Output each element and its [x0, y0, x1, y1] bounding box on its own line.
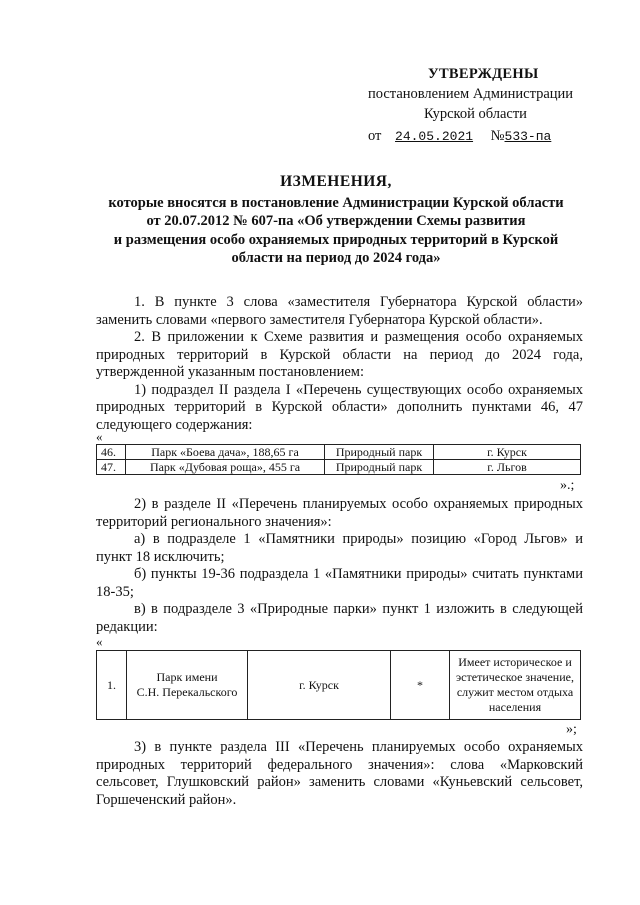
document-heading	[96, 173, 576, 268]
stamp-date-line	[368, 126, 598, 147]
item-2-1: 1) подраздел II раздела I «Перечень существующих особо охраняемых природных территорий в Курской области» дополнить пунктами 46, 47 следующего содержания:	[96, 381, 583, 433]
date-prefix: от	[368, 128, 382, 144]
approval-date: 24.05.2021	[395, 129, 474, 144]
row-number: 47.	[97, 460, 126, 475]
area-city: г. Курск	[434, 445, 581, 460]
existing-areas-table	[96, 444, 581, 475]
close-quote-1: ».;	[560, 478, 575, 493]
item-2-2-a: а) в подразделе 1 «Памятники природы» позицию «Город Льгов» и пункт 18 исключить;	[96, 531, 583, 565]
item-2-2: 2) в разделе II «Перечень планируемых особо охраняемых природных территорий регионального значения»:	[96, 496, 583, 530]
park-name-line-1: Парк имени	[156, 670, 218, 684]
area-type: Природный парк	[325, 445, 434, 460]
table-row	[97, 445, 581, 460]
item-2-2-b: б) пункты 19-36 подраздела 1 «Памятники природы» считать пунктами 18-35;	[96, 566, 583, 600]
heading-line-1: которые вносятся в постановление Администрации Курской области	[108, 194, 564, 211]
number-prefix: №	[490, 128, 505, 144]
area-name: Парк «Боева дача», 188,65 га	[126, 445, 325, 460]
natural-parks-table	[96, 650, 581, 720]
body-part-2	[96, 496, 583, 636]
heading-line-3: и размещения особо охраняемых природных территорий в Курской	[113, 231, 559, 248]
close-quote-2: »;	[566, 722, 577, 737]
item-2: 2. В приложении к Схеме развития и размещения особо охраняемых природных территорий в Курской области на период до 2024 года, утвержденной указанным постановлением:	[96, 329, 583, 380]
approval-stamp	[368, 64, 598, 147]
area-city: г. Льгов	[434, 460, 581, 475]
item-2-2-c: в) в подразделе 3 «Природные парки» пункт 1 изложить в следующей редакции:	[96, 601, 583, 635]
heading-line-2: от 20.07.2012 № 607-па «Об утверждении Схемы развития	[146, 213, 526, 229]
area-type: Природный парк	[325, 460, 434, 475]
row-number: 1.	[97, 651, 127, 720]
park-star: *	[391, 651, 450, 720]
stamp-line-2: постановлением Администрации	[368, 86, 574, 102]
table-row	[97, 651, 581, 720]
approval-number: 533-па	[504, 129, 552, 144]
park-description: Имеет историческое и эстетическое значение, служит местом отдыха населения	[450, 651, 581, 720]
table-row	[97, 460, 581, 475]
park-city: г. Курск	[248, 651, 391, 720]
body-part-1	[96, 294, 583, 434]
area-name: Парк «Дубовая роща», 455 га	[126, 460, 325, 475]
stamp-title: УТВЕРЖДЕНЫ	[428, 66, 539, 82]
open-quote-1: «	[96, 429, 103, 444]
park-name-line-2: С.Н. Перекальского	[136, 685, 238, 699]
heading-line-4: области на период до 2024 года»	[231, 250, 441, 266]
item-3: 3) в пункте раздела III «Перечень планируемых особо охраняемых природных территорий федерального значения»: слова «Марковский сельсовет, Глушковский район» заменить словами «Куньевский сельсовет, Горшеченский район».	[96, 739, 583, 808]
heading-title: ИЗМЕНЕНИЯ,	[280, 173, 392, 190]
stamp-line-3: Курской области	[424, 106, 527, 122]
open-quote-2: «	[96, 634, 103, 649]
item-1: 1. В пункте 3 слова «заместителя Губернатора Курской области» заменить словами «первого заместителя Губернатора Курской области».	[96, 294, 583, 328]
row-number: 46.	[97, 445, 126, 460]
body-part-3	[96, 739, 583, 809]
park-name	[127, 651, 248, 720]
